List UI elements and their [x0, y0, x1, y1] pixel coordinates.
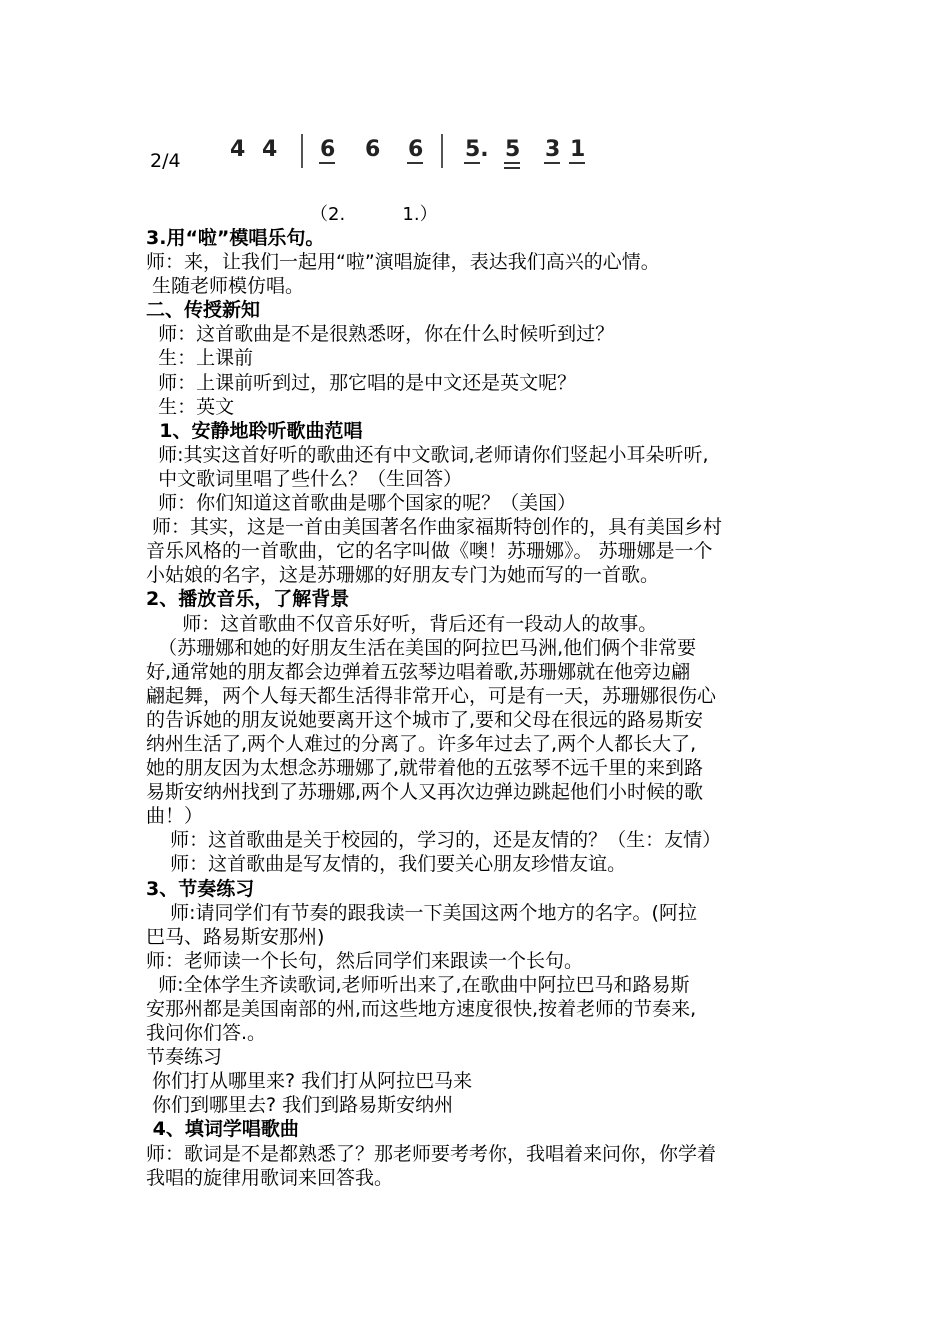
text-line: 师：这首歌曲不仅音乐好听，背后还有一段动人的故事。 [146, 612, 658, 635]
text-line: 生：英文 [146, 395, 235, 418]
text-line: （苏珊娜和她的好朋友生活在美国的阿拉巴马洲,他们俩个非常要 [146, 636, 697, 659]
text-line: 音乐风格的一首歌曲，它的名字叫做《噢！苏珊娜》。 苏珊娜是一个 [146, 540, 713, 563]
text-line: 师：来，让我们一起用“啦”演唱旋律，表达我们高兴的心情。 [146, 251, 660, 274]
text-line: 师：你们知道这首歌曲是哪个国家的呢？（美国） [146, 492, 577, 515]
note: 1 [570, 137, 586, 162]
text-line: 的告诉她的朋友说她要离开这个城市了,要和父母在很远的路易斯安 [146, 708, 704, 731]
text-line: 你们打从哪里来? 我们打从阿拉巴马来 [146, 1070, 473, 1093]
text-line: 师：其实，这是一首由美国著名作曲家福斯特创作的，具有美国乡村 [146, 516, 723, 539]
section-heading: 二、传授新知 [146, 299, 261, 322]
note: 5. [465, 137, 489, 162]
text-line: 安那州都是美国南部的州,而这些地方速度很快,按着老师的节奏来, [146, 998, 697, 1020]
text-line: 中文歌词里唱了些什么？（生回答） [146, 467, 463, 490]
note: 4 [230, 137, 246, 162]
text-line: 易斯安纳州找到了苏珊娜,两个人又再次边弹边跳起他们小时候的歌 [146, 781, 704, 804]
text-line: 师：这首歌曲是写友情的，我们要关心朋友珍惜友谊。 [146, 853, 627, 876]
text-line: 纳州生活了,两个人难过的分离了。许多年过去了,两个人都长大了, [146, 732, 697, 755]
text-line: 师：上课前听到过，那它唱的是中文还是英文呢？ [146, 371, 577, 394]
text-line: 她的朋友因为太想念苏珊娜了,就带着他的五弦琴不远千里的来到路 [146, 757, 704, 780]
note: 6 [320, 137, 336, 162]
numbered-notation [220, 128, 600, 178]
note: 6 [408, 137, 424, 162]
section-heading: 2、播放音乐，了解背景 [146, 588, 350, 611]
text-line: 小姑娘的名字，这是苏珊娜的好朋友专门为她而写的一首歌。 [146, 564, 660, 587]
text-line: 师:全体学生齐读歌词,老师听出来了,在歌曲中阿拉巴马和路易斯 [146, 973, 690, 996]
lesson-text [146, 226, 816, 1190]
text-line: 节奏练习 [146, 1046, 223, 1069]
text-line: 师:其实这首好听的歌曲还有中文歌词,老师请你们竖起小耳朵听听, [146, 443, 709, 466]
text-line: 师：歌词是不是都熟悉了？那老师要考考你，我唱着来问你，你学着 [146, 1142, 717, 1165]
repeat-endings: （2. 1.） [310, 204, 438, 225]
text-line: 我问你们答.。 [146, 1022, 267, 1045]
text-line: 师：这首歌曲是不是很熟悉呀，你在什么时候听到过？ [146, 323, 615, 346]
text-line: 师:请同学们有节奏的跟我读一下美国这两个地方的名字。(阿拉 [146, 901, 697, 924]
text-line: 好,通常她的朋友都会边弹着五弦琴边唱着歌,苏珊娜就在他旁边翩 [146, 660, 691, 683]
text-line: 翩起舞，两个人每天都生活得非常开心，可是有一天，苏珊娜很伤心 [146, 684, 717, 707]
section-heading: 3.用“啦”模唱乐句。 [146, 227, 325, 249]
section-heading: 4、填词学唱歌曲 [146, 1118, 299, 1141]
note: 6 [365, 137, 381, 162]
section-heading: 3、节奏练习 [146, 877, 255, 900]
text-line: 你们到哪里去? 我们到路易斯安纳州 [146, 1094, 454, 1117]
time-signature: 2/4 [150, 150, 181, 172]
text-line: 师：老师读一个长句，然后同学们来跟读一个长句。 [146, 949, 584, 972]
text-line: 师：这首歌曲是关于校园的，学习的，还是友情的？（生：友情） [146, 829, 722, 852]
note: 4 [262, 137, 278, 162]
section-heading: 1、安静地聆听歌曲范唱 [146, 419, 363, 442]
note: 3 [545, 137, 561, 162]
text-line: 我唱的旋律用歌词来回答我。 [146, 1166, 394, 1189]
text-line: 生随老师模仿唱。 [146, 275, 305, 298]
text-line: 巴马、路易斯安那州) [146, 925, 325, 948]
text-line: 生：上课前 [146, 347, 254, 370]
note: 5 [505, 137, 521, 162]
text-line: 曲！） [146, 805, 204, 828]
